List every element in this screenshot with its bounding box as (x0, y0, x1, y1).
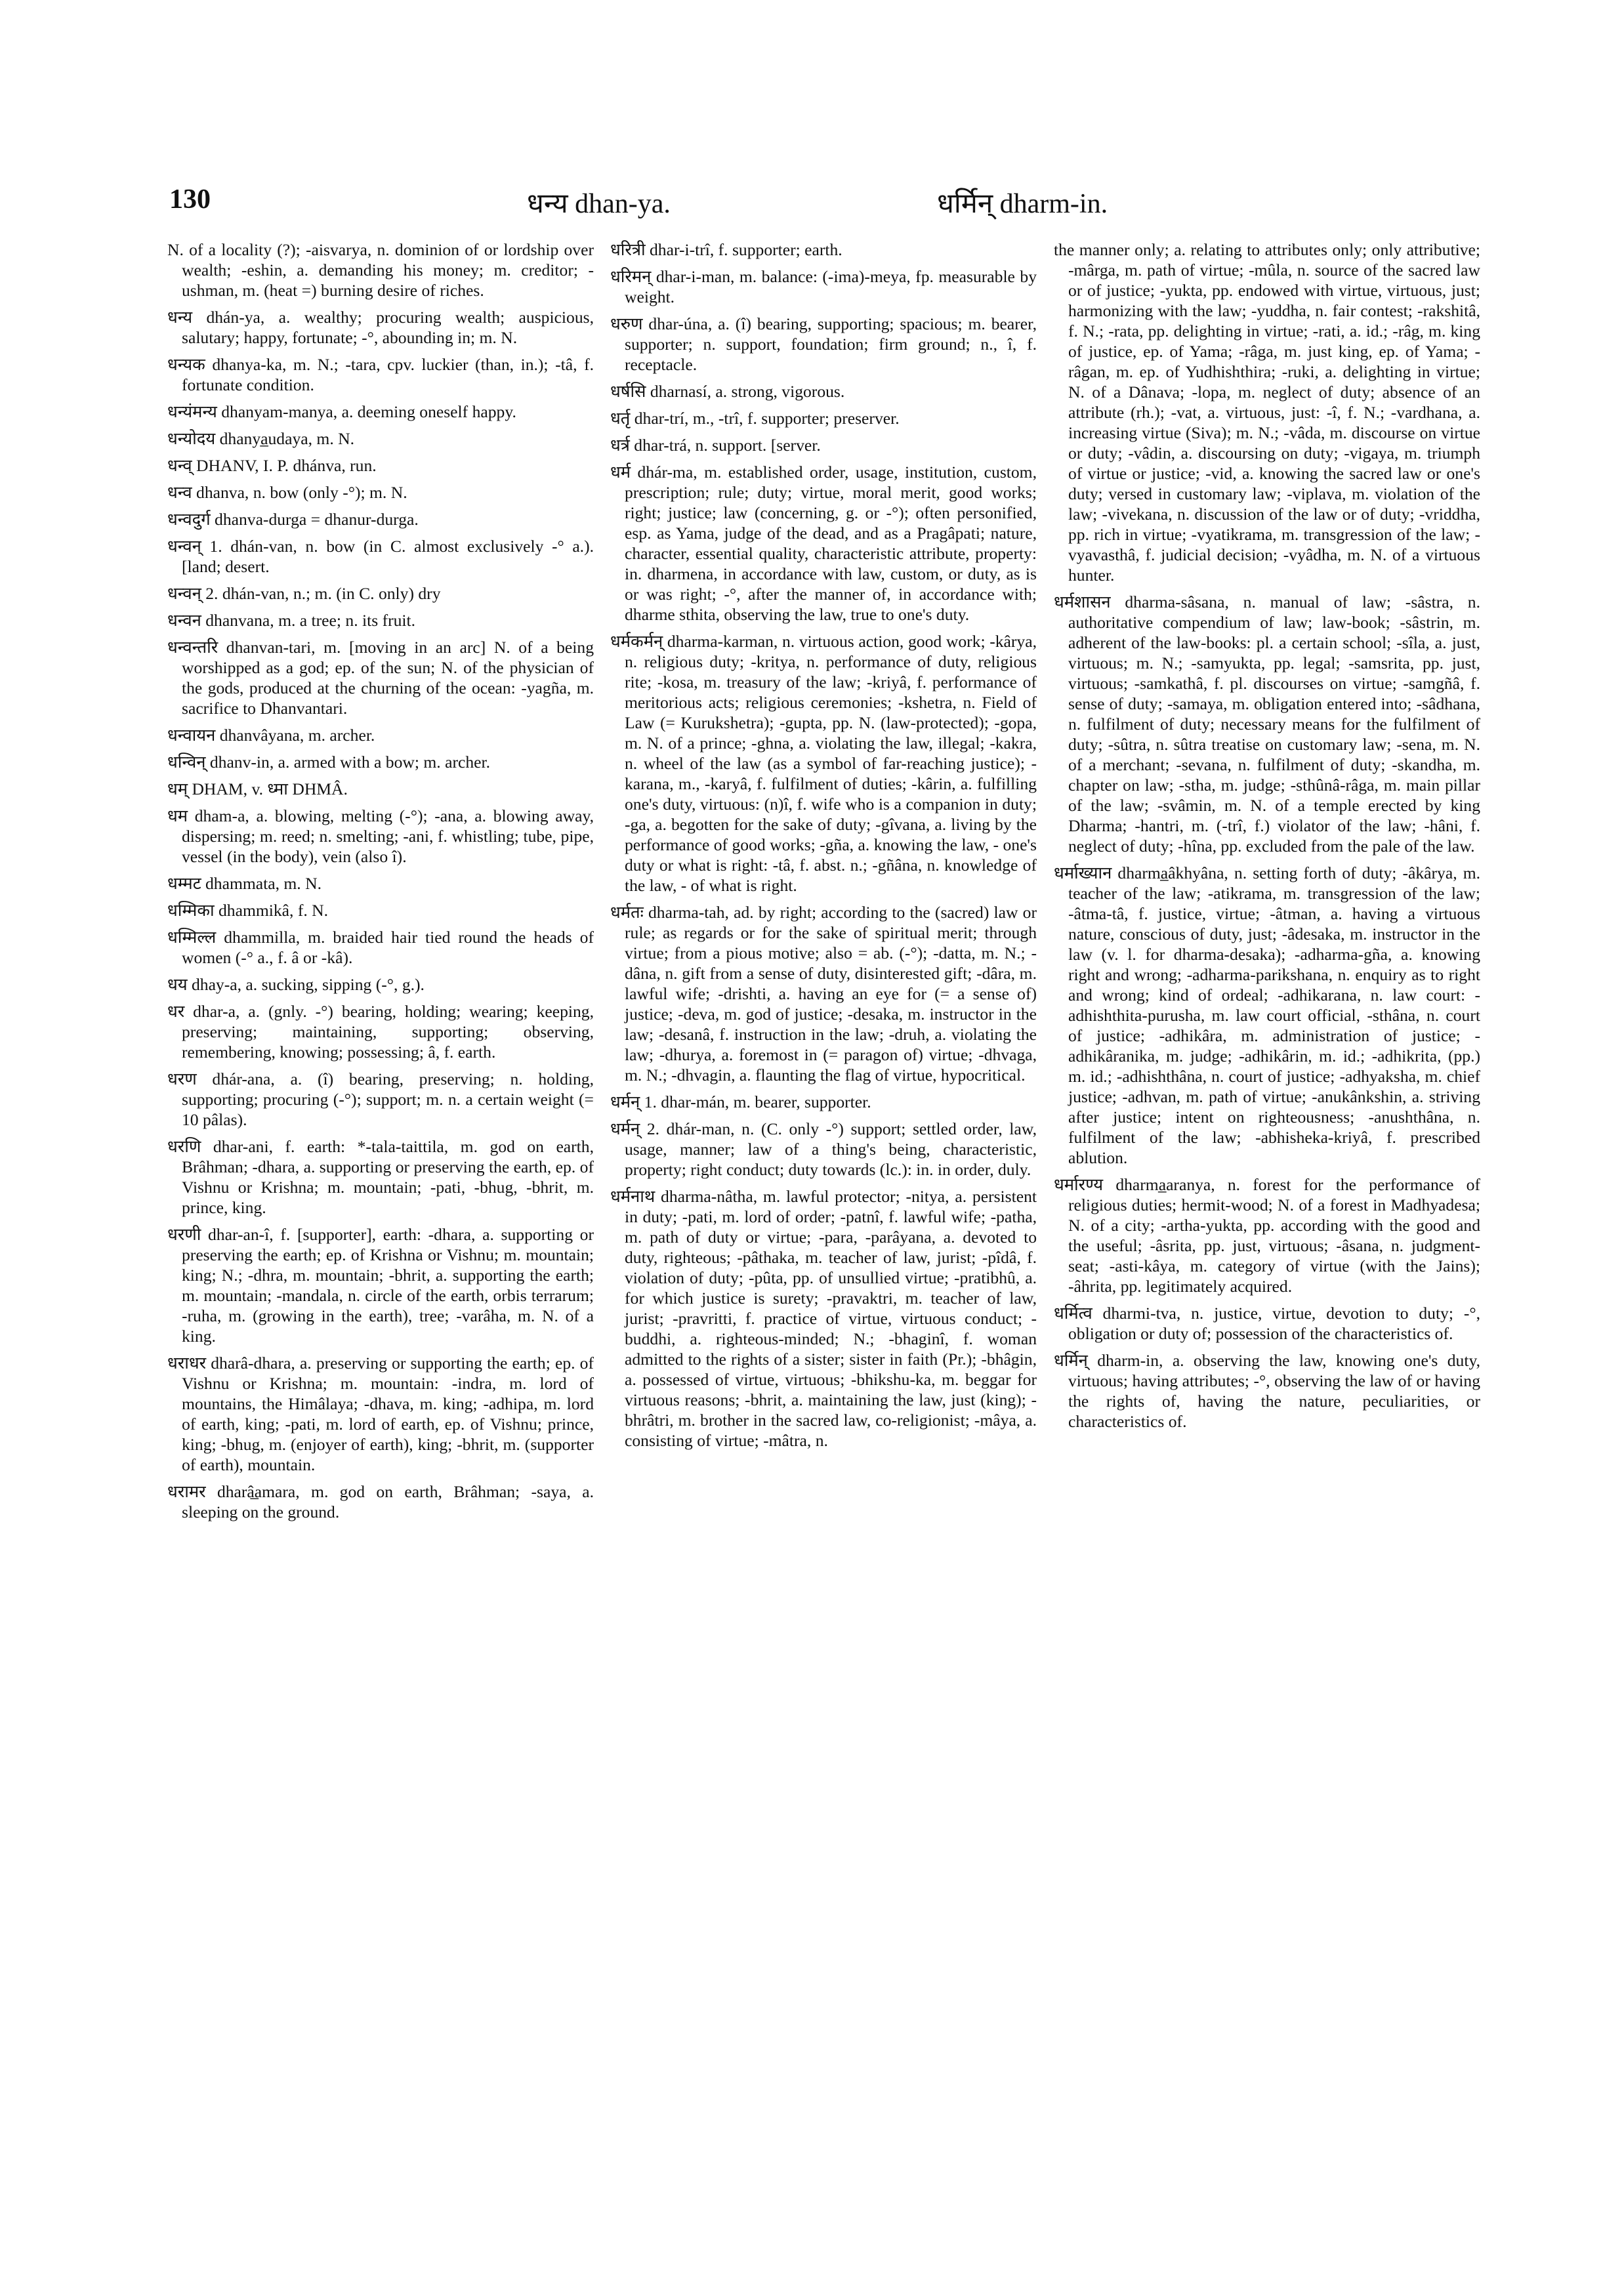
dictionary-entry: धर्मनाथ dharma-nâtha, m. lawful protector; -nitya, a. persistent in duty; -pati, m. lord of order; -patnî, f. lawful wife; -patha, m. path of duty or virtue; -para, -parâyana, a. devoted to duty, righteous; -pâthaka, m. teacher of law, jurist; -pîdâ, f. violation of duty; -pûta, pp. of unsullied virtue; -pratibhû, a. for which justice is surety; -pravaktri, m. teacher of law, jurist; -pravritti, f. practice of virtue, virtuous conduct; -buddhi, a. righteous-minded; N.; -bhaginî, f. woman admitted to the rights of a sister; sister in faith (Pr.); -bhâgin, a. possessed of virtue, virtuous; -bhikshu-ka, m. beggar for virtuous reasons; -bhrit, a. maintaining the law, just (king); -bhrâtri, m. brother in the sacred law, co-religionist; -mâya, a. consisting of virtue; -mâtra, n. (610, 1187, 1037, 1450)
dictionary-entry: धन्योदय dhanya̲udaya, m. N. (167, 429, 354, 448)
dictionary-entry: धर्म dhár-ma, m. established order, usage, institution, custom, prescription; rule; duty; virtue, moral merit, good works; right; justice; law (concerning, g. or -°); often personified, esp. as Yama, judge of the dead, and as a Pragâpati; nature, character, essential quality, characteristic attribute, property: in. dharmena, in accordance with law, custom, or duty, as is or was right; -°, after the manner of, in accordance with; dharme sthita, observing the law, true to one's duty. (610, 463, 1037, 624)
dictionary-entry: धन्वन् 1. dhán-van, n. bow (in C. almost exclusively -° a.). [land; desert. (167, 537, 594, 576)
right-running-head: धर्मिन् dharm-in. (937, 189, 1108, 219)
left-running-head: धन्य dhan-ya. (527, 189, 671, 219)
dictionary-entry: धन्वन्तरि dhanvan-tari, m. [moving in an arc] N. of a being worshipped as a god; ep. of the sun; N. of the physician of the gods, produced at the churning of the ocean: -yagña, m. sacrifice to Dhanvantari. (167, 638, 594, 718)
dictionary-entry: धर्मतः dharma-tah, ad. by right; according to the (sacred) law or rule; as regards or for the sake of spiritual merit; through virtue; from a pious motive; also = ab. (-°); -datta, m. N.; -dâna, n. gift from a sense of duty, disinterested gift; -dâra, m. lawful wife; -drishti, a. having an eye for (= a sense of) justice; -deva, m. god of justice; -desaka, m. instructor in the law; -desanâ, f. instruction in the law; -druh, a. violating the law; -dhurya, a. foremost in (= paragon of) virtue; -dhvaga, m. N.; -dhvagin, a. flaunting the flag of virtue, hypocritical. (610, 903, 1037, 1085)
dictionary-entry: धन्वन् 2. dhán-van, n.; m. (in C. only) dry (167, 584, 441, 603)
dictionary-entry: धन्यक dhanya-ka, m. N.; -tara, cpv. luckier (than, in.); -tâ, f. fortunate condition. (167, 355, 594, 394)
dictionary-entry: धम्मिका dhammikâ, f. N. (167, 901, 329, 920)
dictionary-entry: धय dhay-a, a. sucking, sipping (-°, g.). (167, 975, 425, 994)
dictionary-entry: धन्वायन dhanvâyana, m. archer. (167, 726, 375, 745)
dictionary-entry: धर्तृ dhar-trí, m., -trî, f. supporter; preserver. (610, 409, 900, 428)
dictionary-entry: the manner only; a. relating to attributes only; only attributive; -mârga, m. path of virtue; -mûla, n. source of the sacred law or of justice; -yukta, pp. endowed with virtue, virtuous, just; harmonizing with the law; -yuddha, n. fair contest; -rakshitâ, f. N.; -rata, pp. delighting in virtue; -rati, a. id.; -râg, m. king of justice, ep. of Yama; -râga, m. just king, ep. of Yama; -râgan, m. ep. of Yudhishthira; -ruki, a. delighting in virtue; N. of a Dânava; -lopa, m. neglect of duty; absence of an attribute (rh.); -vat, a. virtuous, just: -î, f. N.; -vardhana, a. increasing virtue (Siva); m. N.; -vâda, m. discourse on virtue or duty; -vâdin, a. discoursing on duty; -vigaya, m. triumph of virtue or justice; -vid, a. knowing the sacred law or one's duty; versed in customary law; -viplava, m. violation of the law; -vivekana, n. discussion of the law or of duty; -vriddha, pp. rich in virtue; -vyatikrama, m. transgression of the law; -vyavasthâ, f. judicial decision; -vyâdha, m. N. of a virtuous hunter. (1054, 240, 1480, 585)
dictionary-entry: धर्मशासन dharma-sâsana, n. manual of law; -sâstra, n. authoritative compendium of law; law-book; -sâstrin, m. adherent of the law-books: pl. a certain school; -sîla, a. just, virtuous; m. N.; -samyukta, pp. legal; -samsrita, pp. just, virtuous; -samkathâ, f. pl. discourses on virtue; -samgñâ, f. sense of duty; -samaya, m. obligation entered into; -sâdhana, n. fulfilment of duty; necessary means for the fulfilment of duty; -sûtra, n. sûtra treatise on customary law; -sena, m. N. of a merchant; -sevana, n. fulfilment of duty; -skandha, m. chapter on law; -stha, m. judge; -sthûnâ-râga, m. main pillar of the law; -svâmin, m. N. of a temple erected by king Dharma; -hantri, m. (-trî, f.) violator of the law; -hâni, f. neglect of duty; -hîna, pp. excluded from the pale of the law. (1054, 592, 1480, 856)
page-header (169, 178, 1455, 224)
dictionary-entry: धरण dhár-ana, a. (î) bearing, preserving; n. holding, supporting; procuring (-°); support; m. n. a certain weight (= 10 pâlas). (167, 1069, 594, 1129)
dictionary-entry: धर्मारण्य dharma̲aranya, n. forest for the performance of religious duties; hermit-wood; N. of a forest in Madhyadesa; N. of a city; -artha-yukta, pp. according with the good and the useful; -âsrita, pp. just, virtuous; -âsana, n. judgment-seat; -asti-kâya, m. category of virtue (with the Jains); -âhrita, pp. legitimately acquired. (1054, 1175, 1480, 1296)
dictionary-entry: धराधर dharâ-dhara, a. preserving or supporting the earth; ep. of Vishnu or Krishna; m. mountain: -indra, m. lord of mountains, the Himâlaya; -dhava, m. king; -adhipa, m. lord of earth, king; -pati, m. lord of earth, ep. of Vishnu; prince, king; -bhug, m. (enjoyer of earth), king; -bhrit, m. (supporter of earth), mountain. (167, 1354, 594, 1474)
dictionary-entry: धर्मित्व dharmi-tva, n. justice, virtue, devotion to duty; -°, obligation or duty of; possession of the characteristics of. (1054, 1304, 1480, 1343)
dictionary-entry: धन्व् DHANV, I. P. dhánva, run. (167, 456, 377, 475)
dictionary-entry: धर्षसि dharnasí, a. strong, vigorous. (610, 382, 845, 401)
dictionary-entry: धरणि dhar-ani, f. earth: *-tala-taittila, m. god on earth, Brâhman; -dhara, a. supporting or preserving the earth, ep. of Vishnu or Krishna; m. mountain; -pati, -bhug, -bhrit, m. prince, king. (167, 1137, 594, 1217)
dictionary-entry: N. of a locality (?); -aisvarya, n. dominion of or lordship over wealth; -eshin, a. demanding his money; m. creditor; -ushman, m. (heat =) burning desire of riches. (167, 240, 594, 300)
dictionary-entry: धम्मिल्ल dhammilla, m. braided hair tied round the heads of women (-° a., f. â or -kâ). (167, 928, 594, 967)
dictionary-entry: धर्मिन् dharm-in, a. observing the law, knowing one's duty, virtuous; having attributes; -°, observing the law of or having the rights of, having the nature, peculiarities, or characteristics of. (1054, 1351, 1480, 1431)
dictionary-entry: धरिमन् dhar-i-man, m. balance: (-ima)-meya, fp. measurable by weight. (610, 267, 1037, 306)
dictionary-entry: धम् DHAM, v. ध्मा DHMÂ. (167, 779, 348, 798)
column-2 (610, 239, 1037, 2241)
dictionary-entry: धर्त्र dhar-trá, n. support. [server. (610, 436, 821, 455)
dictionary-entry: धर्मकर्मन् dharma-karman, n. virtuous action, good work; -kârya, n. religious duty; -kritya, n. performance of duty, religious rite; -kosa, m. treasury of the law; -kriyâ, f. performance of meritorious acts; religious ceremonies; -kshetra, n. Field of Law (= Kurukshetra); -gupta, pp. N. (law-protected); -gopa, m. N. of a prince; -ghna, a. violating the law, illegal; -kakra, n. wheel of the law (as a symbol of far-reaching justice); -karana, m., -karyâ, f. fulfilment of duties; -kârin, a. fulfilling one's duty, virtuous: (n)î, f. wife who is a companion in duty; -ga, a. begotten for the sake of duty; -gîvana, a. living by the performance of good works; -gña, a. knowing the law, - one's duty or what is right: -tâ, f. abst. n.; -gñâna, n. knowledge of the law, - of what is right. (610, 632, 1037, 895)
page-number: 130 (169, 184, 211, 215)
column-3 (1054, 239, 1480, 2241)
dictionary-entry: धन्विन् dhanv-in, a. armed with a bow; m. archer. (167, 753, 490, 772)
dictionary-entry: धन्य dhán-ya, a. wealthy; procuring wealth; auspicious, salutary; happy, fortunate; -°, abounding in; m. N. (167, 308, 594, 347)
dictionary-entry: धन्वदुर्ग dhanva-durga = dhanur-durga. (167, 510, 419, 529)
dictionary-entry: धन्व dhanva, n. bow (only -°); m. N. (167, 483, 407, 502)
dictionary-entry: धर्मन् 2. dhár-man, n. (C. only -°) support; settled order, law, usage, manner; law of a thing's being, characteristic, property; right conduct; duty towards (lc.): in. in order, duly. (610, 1119, 1037, 1179)
dictionary-entry: धरामर dharâ̲amara, m. god on earth, Brâhman; -saya, a. sleeping on the ground. (167, 1482, 594, 1521)
dictionary-entry: धर dhar-a, a. (gnly. -°) bearing, holding; wearing; keeping, preserving; maintaining, supporting; observing, remembering, knowing; possessing; â, f. earth. (167, 1002, 594, 1062)
column-1 (167, 239, 594, 2241)
dictionary-entry: धन्यंमन्य dhanyam-manya, a. deeming oneself happy. (167, 402, 516, 421)
dictionary-entry: धम्मट dhammata, m. N. (167, 874, 322, 893)
dictionary-entry: धरुण dhar-úna, a. (î) bearing, supporting; spacious; m. bearer, supporter; n. support, foundation; firm ground; n., î, f. receptacle. (610, 314, 1037, 374)
dictionary-entry: धर्मन् 1. dhar-mán, m. bearer, supporter. (610, 1092, 871, 1111)
dictionary-entry: धरणी dhar-an-î, f. [supporter], earth: -dhara, a. supporting or preserving the earth; ep. of Krishna or Vishnu; m. mountain; king; N.; -dhra, m. mountain; -bhrit, a. supporting the earth; m. mountain; -mandala, n. circle of the earth, orbis terrarum; -ruha, m. (growing in the earth), tree; -varâha, m. N. of a king. (167, 1225, 594, 1346)
dictionary-entry: धरित्री dhar-i-trî, f. supporter; earth. (610, 240, 843, 259)
dictionary-entry: धर्माख्यान dharma̲âkhyâna, n. setting forth of duty; -âkârya, m. teacher of the law; -atikrama, m. transgression of the law; -âtma-tâ, f. justice, virtue; -âtman, a. having a virtuous nature, conscious of duty, just; -âdesaka, m. instructor in the law (v. l. for dharma-desaka); -adharma-gña, a. knowing right and wrong; -adharma-parikshana, n. enquiry as to right and wrong; kind of ordeal; -adhikarana, n. law court: -adhishthita-purusha, m. law court official, -sthâna, n. court of justice; -adhikâra, m. administration of justice; -adhikâranika, m. judge; -adhikârin, m. id.; -adhikrita, (pp.) m. id.; -adhishthâna, n. court of justice; -adhyaksha, m. chief justice; -adhvan, m. path of virtue; -anukânkshin, a. striving after justice; intent on righteousness; -anushthâna, n. fulfilment of the law; -abhisheka-kriyâ, f. prescribed ablution. (1054, 863, 1480, 1167)
dictionary-entry: धम dham-a, a. blowing, melting (-°); -ana, a. blowing away, dispersing; m. reed; n. smelting; -ani, f. whistling; tube, pipe, vessel (in the body), vein (also î). (167, 806, 594, 866)
dictionary-entry: धन्वन dhanvana, m. a tree; n. its fruit. (167, 611, 416, 630)
